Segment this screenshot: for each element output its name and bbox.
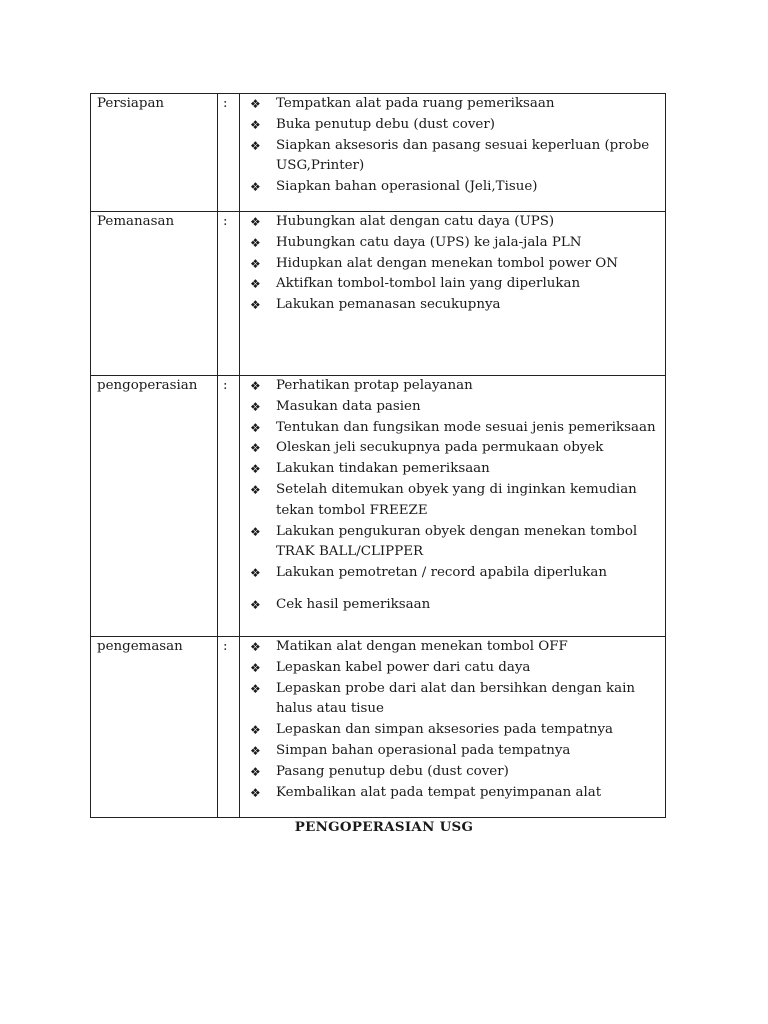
step-list	[248, 637, 659, 803]
step-item: ❖ Aktifkan tombol-tombol lain yang diperlukan	[248, 274, 659, 295]
section-label: Pemanasan	[97, 214, 175, 229]
step-item: ❖ Tempatkan alat pada ruang pemeriksaan	[248, 94, 659, 115]
section-label: pengoperasian	[97, 378, 198, 393]
step-item: ❖ Oleskan jeli secukupnya pada permukaan obyek	[248, 438, 659, 459]
step-item: ❖ Hidupkan alat dengan menekan tombol power ON	[248, 254, 659, 275]
diamond-bullet-icon: ❖	[250, 180, 261, 195]
diamond-bullet-icon: ❖	[250, 785, 261, 800]
diamond-bullet-icon: ❖	[250, 441, 261, 456]
step-item: ❖ Buka penutup debu (dust cover)	[248, 115, 659, 136]
section-row-pemanasan	[91, 212, 666, 376]
step-item: ❖ Lepaskan probe dari alat dan bersihkan dengan kain halus atau tisue	[250, 680, 636, 717]
section-row-persiapan	[91, 94, 666, 212]
step-item: ❖ Kembalikan alat pada tempat penyimpanan alat	[248, 783, 659, 804]
section-label: pengemasan	[97, 639, 183, 654]
diamond-bullet-icon: ❖	[250, 215, 261, 229]
diamond-bullet-icon: ❖	[250, 482, 261, 497]
step-item: ❖ Hubungkan catu daya (UPS) ke jala-jala PLN	[248, 233, 659, 254]
diamond-bullet-icon: ❖	[250, 462, 261, 477]
step-item: ❖ Tentukan dan fungsikan mode sesuai jenis pemeriksaan	[248, 418, 659, 439]
diamond-bullet-icon: ❖	[250, 597, 261, 612]
diamond-bullet-icon: ❖	[250, 117, 261, 132]
diamond-bullet-icon: ❖	[250, 764, 261, 779]
step-item: ❖ Simpan bahan operasional pada tempatnya	[248, 741, 659, 762]
colon-separator: :	[223, 214, 228, 229]
step-item: ❖ Lepaskan kabel power dari catu daya	[248, 658, 659, 679]
procedure-table	[90, 93, 666, 818]
diamond-bullet-icon: ❖	[250, 399, 261, 414]
step-item: ❖ Perhatikan protap pelayanan	[248, 376, 659, 397]
step-list	[248, 376, 659, 616]
step-list	[248, 94, 659, 198]
section-label: Persiapan	[97, 96, 165, 111]
diamond-bullet-icon: ❖	[250, 660, 261, 675]
diamond-bullet-icon: ❖	[250, 277, 261, 292]
step-item: ❖ Pasang penutup debu (dust cover)	[248, 762, 659, 783]
step-item: ❖ Matikan alat dengan menekan tombol OFF	[248, 637, 659, 658]
diamond-bullet-icon: ❖	[250, 743, 261, 758]
step-item: ❖ Lakukan pemanasan secukupnya	[248, 295, 659, 316]
step-item: ❖ Lakukan pemotretan / record apabila diperlukan	[248, 563, 659, 584]
diamond-bullet-icon: ❖	[250, 298, 261, 313]
diamond-bullet-icon: ❖	[250, 138, 261, 153]
step-item: ❖ Siapkan aksesoris dan pasang sesuai keperluan (probe USG,Printer)	[250, 137, 650, 174]
section-row-pengoperasian	[91, 376, 666, 637]
diamond-bullet-icon: ❖	[250, 723, 261, 738]
document-title: PENGOPERASIAN USG	[294, 819, 474, 835]
step-item: ❖ Lepaskan dan simpan aksesories pada tempatnya	[248, 720, 659, 741]
diamond-bullet-icon: ❖	[250, 524, 261, 539]
step-item: ❖ Masukan data pasien	[248, 397, 659, 418]
step-list	[248, 212, 659, 316]
colon-separator: :	[223, 96, 228, 111]
section-row-pengemasan	[91, 637, 666, 818]
diamond-bullet-icon: ❖	[250, 566, 261, 581]
diamond-bullet-icon: ❖	[250, 97, 261, 111]
step-item: ❖ Lakukan tindakan pemeriksaan	[248, 459, 659, 480]
step-item: ❖ Cek hasil pemeriksaan	[248, 595, 659, 616]
diamond-bullet-icon: ❖	[250, 379, 261, 393]
step-item: ❖ Lakukan pengukuran obyek dengan menekan tombol TRAK BALL/CLIPPER	[250, 523, 638, 560]
step-item: ❖ Siapkan bahan operasional (Jeli,Tisue)	[248, 177, 659, 198]
colon-separator: :	[223, 378, 228, 393]
diamond-bullet-icon: ❖	[250, 235, 261, 250]
diamond-bullet-icon: ❖	[250, 256, 261, 271]
step-item: ❖ Hubungkan alat dengan catu daya (UPS)	[248, 212, 659, 233]
diamond-bullet-icon: ❖	[250, 681, 261, 696]
step-item: ❖ Setelah ditemukan obyek yang di inginkan kemudian tekan tombol FREEZE	[250, 481, 637, 518]
colon-separator: :	[223, 639, 228, 654]
diamond-bullet-icon: ❖	[250, 420, 261, 435]
diamond-bullet-icon: ❖	[250, 640, 261, 654]
